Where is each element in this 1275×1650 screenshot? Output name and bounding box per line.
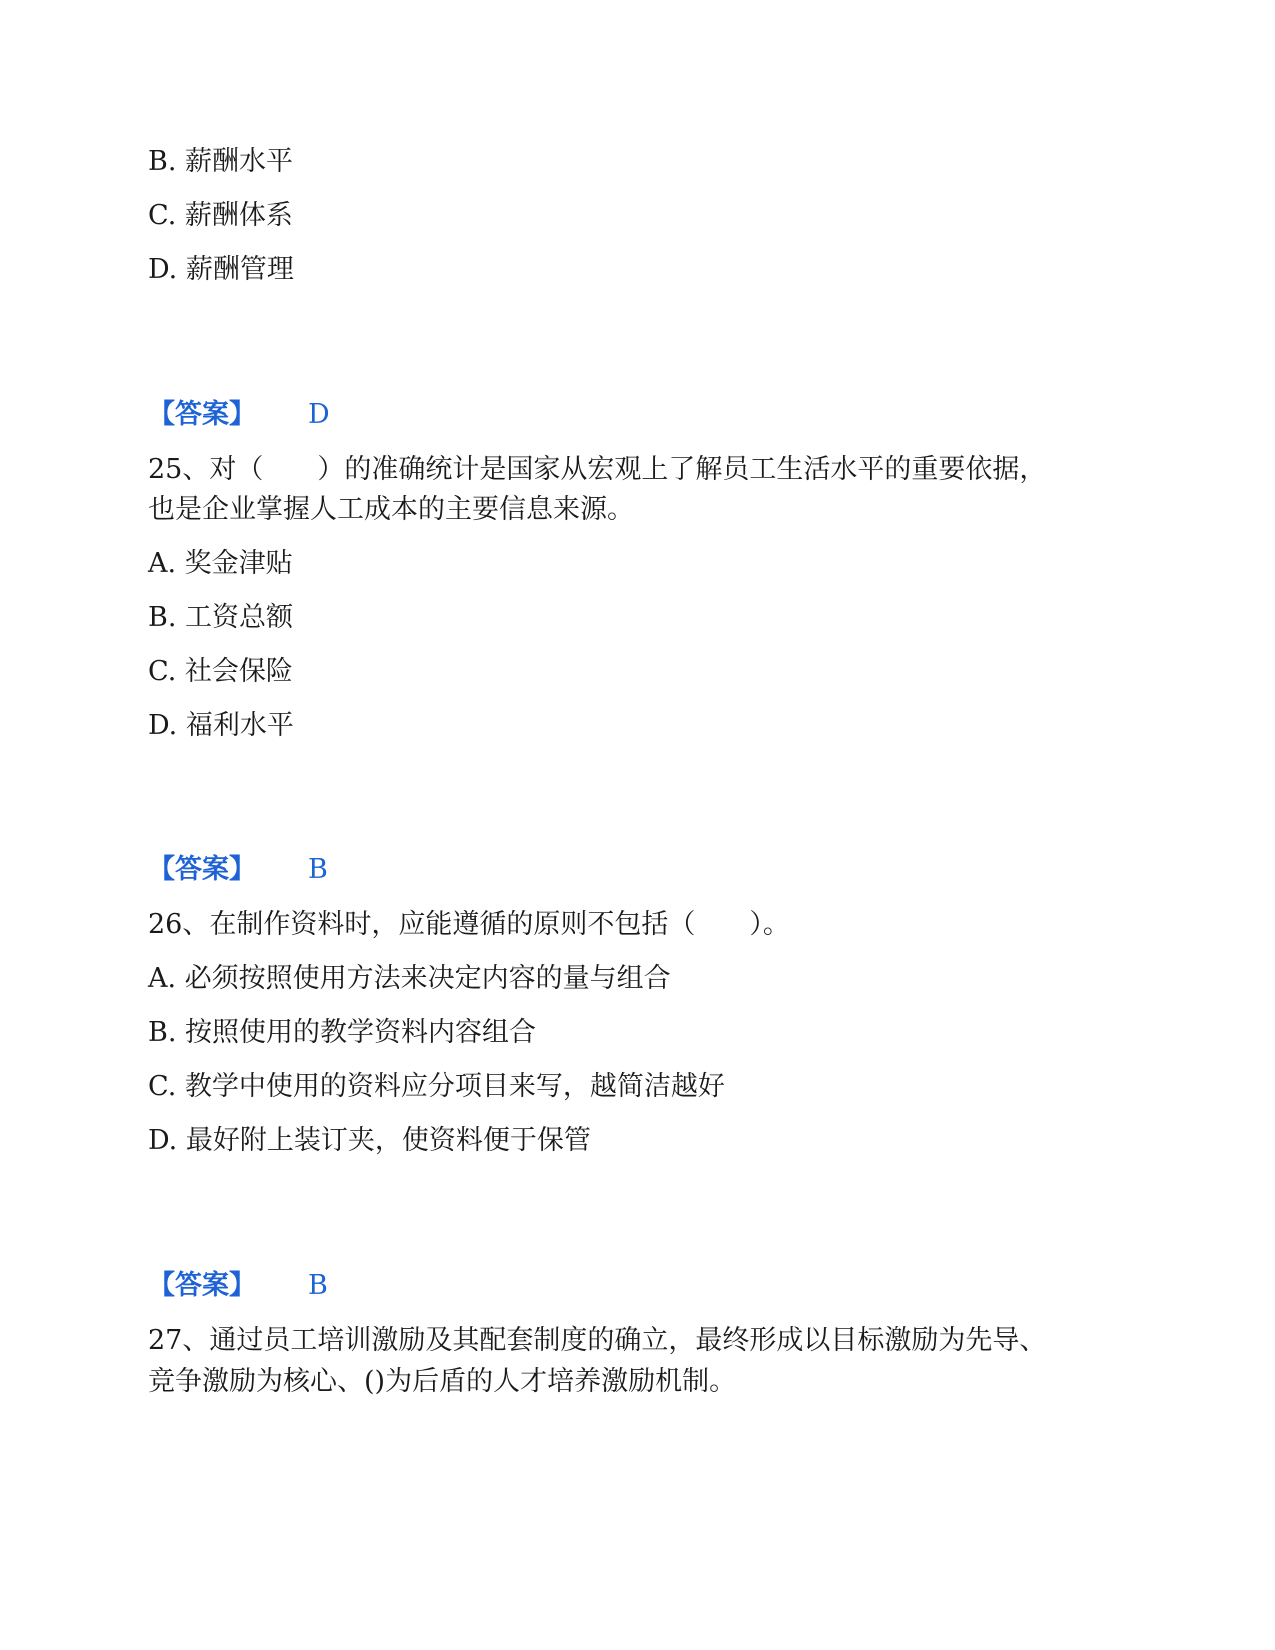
q25-option-b: B. 工资总额 [148, 602, 294, 633]
q26-option-d: D. 最好附上装订夹，使资料便于保管 [148, 1125, 591, 1156]
answer-value: D [308, 399, 330, 430]
answer-value: B [308, 1270, 328, 1301]
q24-answer [148, 397, 330, 433]
q25-stem-line1: 25、对（ ）的准确统计是国家从宏观上了解员工生活水平的重要依据， [148, 454, 1047, 485]
q26-stem-line1: 26、在制作资料时，应能遵循的原则不包括（ ）。 [148, 909, 790, 940]
q25-stem-line2: 也是企业掌握人工成本的主要信息来源。 [148, 494, 634, 525]
answer-label: 【答案】 [148, 854, 256, 885]
q26-option-b: B. 按照使用的教学资料内容组合 [148, 1017, 537, 1048]
q25-option-a: A. 奖金津贴 [148, 548, 293, 579]
q25-answer [148, 852, 328, 888]
q26-answer [148, 1268, 328, 1304]
answer-value: B [308, 854, 328, 885]
q26-option-c: C. 教学中使用的资料应分项目来写，越简洁越好 [148, 1071, 725, 1102]
answer-label: 【答案】 [148, 399, 256, 430]
q27-stem-line2: 竞争激励为核心、()为后盾的人才培养激励机制。 [148, 1366, 737, 1397]
q27-stem-line1: 27、通过员工培训激励及其配套制度的确立，最终形成以目标激励为先导、 [148, 1325, 1047, 1356]
q25-option-c: C. 社会保险 [148, 656, 293, 687]
q26-option-a: A. 必须按照使用方法来决定内容的量与组合 [148, 963, 671, 994]
q24-option-d: D. 薪酬管理 [148, 254, 294, 285]
q24-option-c: C. 薪酬体系 [148, 200, 293, 231]
answer-label: 【答案】 [148, 1270, 256, 1301]
q25-option-d: D. 福利水平 [148, 710, 294, 741]
q24-option-b: B. 薪酬水平 [148, 146, 294, 177]
